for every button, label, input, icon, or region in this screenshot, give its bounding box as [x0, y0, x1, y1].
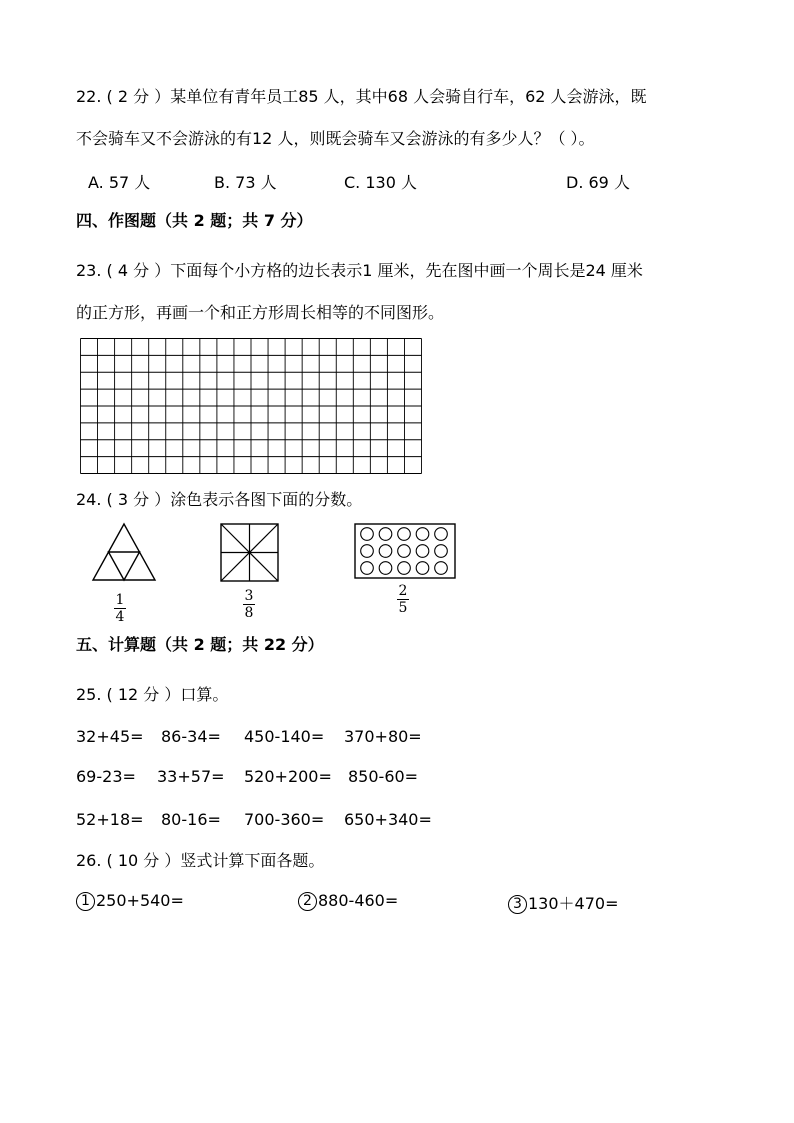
vertical-calc-2	[298, 891, 398, 911]
fraction-denominator: 8	[244, 605, 254, 621]
circle-item	[379, 528, 392, 541]
section-4-title: 四、作图题（共 2 题；共 7 分）	[76, 211, 313, 230]
circles-figure	[354, 523, 456, 579]
fraction-numerator: 2	[398, 583, 408, 599]
circle-item	[361, 528, 374, 541]
fraction-denominator: 4	[115, 609, 125, 625]
calc-r1-c1: 32+45=	[76, 727, 144, 746]
fraction-3-8	[243, 589, 255, 620]
circle-item	[435, 528, 448, 541]
circle-item	[416, 562, 429, 575]
circle-item	[361, 562, 374, 575]
circle-item	[379, 545, 392, 558]
circle-item	[398, 528, 411, 541]
section-5-title: 五、计算题（共 2 题；共 22 分）	[76, 635, 324, 654]
q22-line-2: 不会骑车又不会游泳的有12 人，则既会骑车又会游泳的有多少人？（ ）。	[76, 129, 595, 148]
q22-option-c: C. 130 人	[344, 173, 417, 192]
triangle-figure	[91, 522, 157, 582]
vertical-calc-expr: 130＋470=	[528, 894, 619, 913]
calc-r3-c4: 650+340=	[344, 810, 432, 829]
circled-number: 3	[508, 895, 527, 914]
calc-r2-c1: 69-23=	[76, 767, 136, 786]
q22-option-b: B. 73 人	[214, 173, 277, 192]
vertical-calc-3	[508, 891, 619, 914]
fraction-2-5	[397, 584, 409, 615]
q25-text: 25. ( 12 分 ）口算。	[76, 685, 229, 704]
circled-number: 2	[298, 892, 317, 911]
calc-r3-c2: 80-16=	[161, 810, 221, 829]
calc-r1-c3: 450-140=	[244, 727, 325, 746]
q22-line-1: 22. ( 2 分 ）某单位有青年员工85 人，其中68 人会骑自行车，62 人会游泳，既	[76, 87, 647, 106]
calc-r2-c2: 33+57=	[157, 767, 225, 786]
calc-r3-c3: 700-360=	[244, 810, 325, 829]
q23-line-1: 23. ( 4 分 ）下面每个小方格的边长表示1 厘米，先在图中画一个周长是24 厘米	[76, 261, 643, 280]
calc-r3-c1: 52+18=	[76, 810, 144, 829]
vertical-calc-expr: 250+540=	[96, 891, 184, 910]
calc-r1-c2: 86-34=	[161, 727, 221, 746]
q23-line-2: 的正方形，再画一个和正方形周长相等的不同图形。	[76, 303, 445, 322]
q26-text: 26. ( 10 分 ）竖式计算下面各题。	[76, 851, 325, 870]
calc-r1-c4: 370+80=	[344, 727, 422, 746]
vertical-calc-expr: 880-460=	[318, 891, 399, 910]
fraction-numerator: 3	[244, 588, 254, 604]
circles-frame	[355, 524, 455, 578]
fraction-numerator: 1	[115, 592, 125, 608]
square-figure	[220, 523, 280, 583]
fraction-1-4	[114, 593, 126, 624]
circle-item	[416, 528, 429, 541]
circle-item	[398, 545, 411, 558]
circle-item	[416, 545, 429, 558]
circle-item	[398, 562, 411, 575]
q22-option-d: D. 69 人	[566, 173, 630, 192]
q22-option-a: A. 57 人	[88, 173, 151, 192]
q24-text: 24. ( 3 分 ）涂色表示各图下面的分数。	[76, 490, 363, 509]
circle-item	[361, 545, 374, 558]
circled-number: 1	[76, 892, 95, 911]
square-grid	[80, 338, 422, 474]
calc-r2-c3: 520+200=	[244, 767, 332, 786]
circle-item	[379, 562, 392, 575]
circle-item	[435, 545, 448, 558]
vertical-calc-1	[76, 891, 184, 911]
fraction-denominator: 5	[398, 600, 408, 616]
circle-item	[435, 562, 448, 575]
calc-r2-c4: 850-60=	[348, 767, 419, 786]
